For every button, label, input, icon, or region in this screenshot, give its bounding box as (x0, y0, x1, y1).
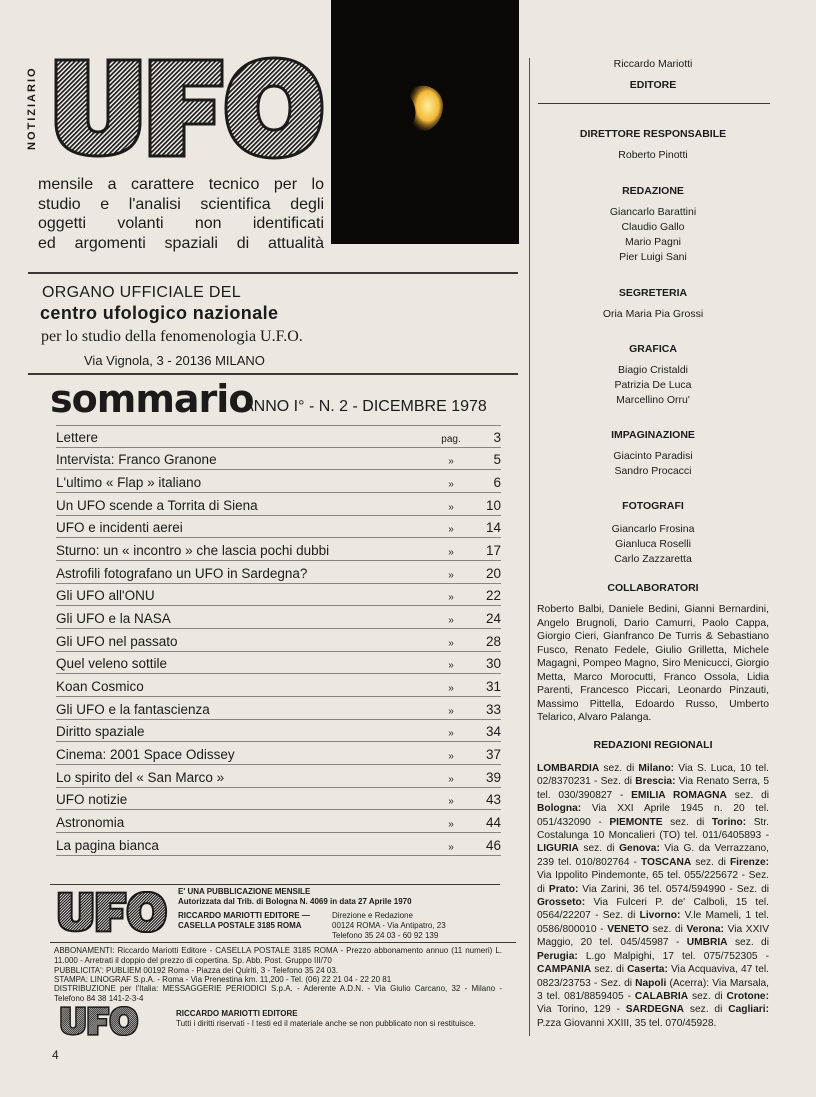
tagline (38, 175, 324, 253)
autorizzazione: Autorizzata dal Trib. di Bologna N. 4069 in data 27 Aprile 1970 (178, 897, 412, 906)
toc-page: 10 (485, 497, 501, 513)
toc-page: 37 (485, 747, 501, 763)
toc-row (56, 697, 501, 720)
staff-name: Gianluca Roselli (615, 538, 691, 550)
toc-marker: » (448, 728, 454, 740)
direzione-redazione: Direzione e Redazione (332, 911, 413, 920)
region-label: Crotone: (726, 990, 769, 1002)
regionali-list (537, 762, 769, 1030)
toc-row (56, 788, 501, 811)
region-label: EMILIA ROMAGNA (631, 789, 727, 801)
staff-name: Sandro Procacci (614, 465, 692, 477)
toc-page: 20 (485, 565, 501, 581)
region-text: sez. di (727, 937, 769, 949)
toc-page: 14 (485, 520, 501, 536)
region-text: Via XXI Aprile 1945 n. 20 tel. 051/432090 - (537, 803, 769, 828)
issue-info: ANNO I° - N. 2 - DICEMBRE 1978 (243, 398, 487, 415)
toc-title: UFO e incidenti aerei (56, 520, 183, 536)
toc-marker: » (448, 819, 454, 831)
region-label: Genova: (619, 843, 660, 855)
region-text: sez. di (578, 843, 620, 855)
region-text: sez. di (648, 923, 687, 935)
centro-ufologico: centro ufologico nazionale (40, 303, 279, 323)
diritti-riservati: Tutti i diritti riservati - I testi ed il materiale anche se non pubblicato non si restituisce. (176, 1019, 476, 1028)
toc-title: Gli UFO e la fantascienza (56, 701, 210, 717)
casella-postale: CASELLA POSTALE 3185 ROMA (178, 921, 302, 930)
toc-marker: » (448, 683, 454, 695)
regionali-heading: REDAZIONI REGIONALI (593, 739, 713, 751)
toc-title: Intervista: Franco Granone (56, 452, 217, 468)
table-of-contents (56, 425, 501, 856)
region-label: Grosseto: (537, 897, 586, 909)
region-text: Via G. da Verrazzano, 239 tel. 010/802764 - (537, 843, 769, 868)
toc-row (56, 538, 501, 561)
toc-title: L'ultimo « Flap » italiano (56, 475, 202, 491)
toc-title: Gli UFO nel passato (56, 633, 178, 649)
toc-page: 33 (485, 701, 501, 717)
toc-row (56, 425, 501, 448)
region-text: Via Renato Serra, 5 tel. 030/390827 - (537, 776, 769, 801)
collaboratori-heading: COLLABORATORI (607, 582, 699, 594)
divider (538, 103, 770, 104)
toc-marker: » (448, 751, 454, 763)
toc-title: Diritto spaziale (56, 724, 145, 740)
toc-page: 46 (485, 837, 501, 853)
toc-marker: » (448, 615, 454, 627)
toc-title: Cinema: 2001 Space Odissey (56, 747, 235, 763)
region-text: (Acerra): Via Marsala, 3 tel. 081/8859405 - (537, 977, 769, 1002)
staff-name: Biagio Cristaldi (617, 364, 689, 376)
staff-name: Marcellino Orru' (616, 394, 690, 406)
toc-row (56, 742, 501, 765)
editore-footer: RICCARDO MARIOTTI EDITORE (176, 1009, 298, 1018)
toc-page: 22 (485, 588, 501, 604)
tagline-line: mensile a carattere tecnico per lo (38, 176, 324, 193)
ufo-logo (52, 56, 324, 160)
toc-page: 39 (485, 769, 501, 785)
toc-title: Lo spirito del « San Marco » (56, 769, 225, 785)
staff-heading: IMPAGINAZIONE (611, 429, 695, 441)
staff-name: Roberto Pinotti (618, 149, 688, 161)
staff-heading: DIRETTORE RESPONSABILE (579, 128, 727, 140)
region-text: L.go Malpighi, 17 tel. 075/752305 - (577, 950, 769, 962)
tagline-line: studio e l'analisi scientifica degli (38, 195, 324, 213)
region-label: Brescia: (635, 776, 676, 788)
toc-row (56, 561, 501, 584)
direzione-indirizzo: 00124 ROMA - Via Antipatro, 23 (332, 921, 446, 930)
staff-name: Oria Maria Pia Grossi (602, 308, 704, 320)
toc-page: 44 (485, 815, 501, 831)
region-label: CALABRIA (634, 990, 689, 1002)
toc-title: Quel veleno sottile (56, 656, 168, 672)
divider (50, 942, 516, 943)
region-label: PIEMONTE (609, 816, 663, 828)
sommario-title: sommario (50, 377, 254, 421)
collaboratori-list: Roberto Balbi, Daniele Bedini, Gianni Bernardini, Angelo Brugnoli, Dario Camurri, Paolo Cappa, Giorgio Cieri, Gianfranco De Turris & Sebastiano Fusco, Renato Fedele, Giulio Grilletta, Michele Magagni, Pompeo Magno, Siro Menicucci, Giorgio Metta, Marco Morocutti, Franco Ossola, Lidia Parenti, Francesco Piccari, Leonardo Pinzauti, Massimo Pittella, Edoardo Russo, Umberto Telarico, Alvaro Palanga. (537, 604, 769, 723)
region-label: Verona: (686, 923, 724, 935)
region-text: Str. Costalunga 10 Moncalieri (TO) tel. 011/6405893 - (537, 816, 769, 842)
toc-marker: » (448, 569, 454, 581)
toc-title: UFO notizie (56, 792, 128, 808)
toc-title: Astrofili fotografano un UFO in Sardegna? (56, 565, 308, 581)
distribuzione: DISTRIBUZIONE per l'Italia: MESSAGGERIE PERIODICI S.p.A. - Aderente A.D.N. - Via Giulio Carcano, 32 - Milano - Telefono 84 38 141-2-3-4 (54, 984, 502, 1003)
region-text: Via Ippolito Pindemonte, 65 tel. 055/225672 - Sez. di (537, 870, 769, 895)
staff-name: Patrizia De Luca (614, 379, 692, 391)
region-text: Via Fulceri P. de' Calboli, 15 tel. 0564/22207 - Sez. di (537, 897, 769, 922)
staff-name: Carlo Zazzaretta (614, 553, 692, 565)
staff-name: Giancarlo Barattini (609, 206, 697, 218)
column-divider (529, 58, 530, 1036)
region-text: sez. di (662, 816, 712, 828)
publisher-role: EDITORE (629, 79, 677, 91)
address: Via Vignola, 3 - 20136 MILANO (84, 353, 265, 368)
region-label: Cagliari: (728, 1004, 769, 1016)
toc-row (56, 629, 501, 652)
abbonamenti: ABBONAMENTI: Riccardo Mariotti Editore - CASELLA POSTALE 3185 ROMA - Prezzo abbonamento annuo (11 numeri) L. 11.000 - Arretrati il doppio del prezzo di copertina. Sp. Abb. Post. Gruppo III/70 (54, 946, 502, 965)
ufo-photo (331, 0, 519, 244)
region-label: Caserta: (627, 964, 668, 976)
tagline-line: oggetti volanti non identificati (38, 215, 324, 232)
toc-marker: » (448, 705, 454, 717)
toc-row (56, 765, 501, 788)
toc-page: 24 (485, 611, 501, 627)
organo-ufficiale: ORGANO UFFICIALE DEL (42, 284, 241, 301)
toc-marker: » (448, 796, 454, 808)
divider (28, 272, 518, 274)
editore-line: RICCARDO MARIOTTI EDITORE — (178, 911, 310, 920)
publisher-name: Riccardo Mariotti (613, 58, 693, 70)
staff-name: Giacinto Paradisi (613, 450, 693, 462)
studio-fenomenologia: per lo studio della fenomenologia U.F.O. (41, 328, 303, 345)
region-label: Prato: (548, 883, 579, 895)
toc-title: Astronomia (56, 815, 125, 831)
toc-row (56, 652, 501, 675)
staff-name: Giancarlo Frosina (611, 523, 695, 535)
region-label: TOSCANA (641, 856, 692, 868)
staff-heading: REDAZIONE (622, 185, 684, 197)
staff-name: Claudio Gallo (621, 221, 685, 233)
region-text: sez. di (691, 856, 730, 868)
toc-row (56, 810, 501, 833)
toc-page: 34 (485, 724, 501, 740)
tagline-line: ed argomenti spaziali di attualità (38, 234, 324, 252)
region-text: Via Torino, 129 - (537, 1004, 626, 1016)
page-number: 4 (52, 1048, 59, 1062)
staff-heading: GRAFICA (629, 343, 677, 355)
toc-row (56, 606, 501, 629)
region-label: LOMBARDIA (537, 763, 600, 774)
stampa: STAMPA: LINOGRAF S.p.A. - Roma - Via Prenestina km. 11,200 - Tel. (06) 22 21 04 - 22 20 81 (54, 975, 392, 984)
region-label: Torino: (711, 816, 747, 828)
ufo-small-logo (56, 891, 168, 933)
toc-marker: » (448, 637, 454, 649)
region-label: SARDEGNA (625, 1004, 685, 1016)
toc-marker: » (448, 456, 454, 468)
ufo-small-logo (56, 1006, 142, 1036)
region-label: Perugia: (537, 950, 578, 962)
region-text: sez. di (591, 964, 628, 976)
toc-page: 6 (493, 475, 501, 491)
toc-row (56, 516, 501, 539)
region-label: VENETO (607, 923, 649, 935)
toc-page: 3 (493, 429, 501, 445)
notiziario-label: NOTIZIARIO (26, 66, 38, 150)
toc-title: Koan Cosmico (56, 679, 144, 695)
region-text: sez. di (684, 1004, 729, 1016)
region-label: CAMPANIA (537, 964, 592, 976)
toc-row (56, 720, 501, 743)
region-label: LIGURIA (537, 843, 579, 855)
toc-title: La pagina bianca (56, 837, 159, 853)
toc-row (56, 833, 501, 856)
region-text: Via Zarini, 36 tel. 0574/594990 - Sez. di (578, 883, 770, 895)
toc-title: Sturno: un « incontro » che lascia pochi dubbi (56, 543, 330, 559)
divider (28, 373, 518, 375)
toc-marker: » (448, 501, 454, 513)
region-label: Milano: (638, 763, 675, 774)
toc-row (56, 470, 501, 493)
toc-marker: » (448, 592, 454, 604)
toc-page: 43 (485, 792, 501, 808)
toc-marker: » (448, 660, 454, 672)
divider (50, 884, 500, 885)
region-label: Bologna: (537, 803, 582, 815)
toc-row (56, 674, 501, 697)
region-label: Livorno: (639, 910, 681, 922)
toc-marker: » (448, 524, 454, 536)
region-label: UMBRIA (686, 937, 728, 949)
region-text: sez. di (726, 789, 769, 801)
toc-marker: » (448, 479, 454, 491)
region-text: sez. di (599, 763, 639, 774)
direzione-telefono: Telefono 35 24 03 - 60 92 139 (332, 931, 439, 940)
staff-heading: FOTOGRAFI (622, 500, 684, 512)
toc-page: 30 (485, 656, 501, 672)
toc-marker: » (448, 773, 454, 785)
pubblicazione-mensile: E' UNA PUBBLICAZIONE MENSILE (178, 887, 311, 896)
toc-title: Lettere (56, 429, 99, 445)
region-label: Firenze: (729, 856, 770, 868)
glowing-object-icon (331, 0, 519, 244)
toc-page: 28 (485, 633, 501, 649)
region-text: P.zza Giovanni XXIII, 35 tel. 070/45928. (537, 1017, 717, 1029)
toc-title: Gli UFO all'ONU (56, 588, 155, 604)
toc-row (56, 448, 501, 471)
toc-page: 5 (493, 452, 501, 468)
region-text: Via Acquaviva, 47 tel. 0823/23753 - Sez. di (537, 964, 769, 989)
toc-row (56, 584, 501, 607)
toc-marker: » (448, 547, 454, 559)
region-text: sez. di (688, 990, 727, 1002)
region-label: Napoli (635, 977, 667, 989)
region-text: Via S. Luca, 10 tel. 02/8370231 - Sez. di (537, 763, 769, 788)
toc-marker: » (448, 841, 454, 853)
region-text: V.le Mameli, 1 tel. 0586/800010 - (537, 910, 769, 935)
toc-title: Gli UFO e la NASA (56, 611, 171, 627)
staff-name: Pier Luigi Sani (619, 251, 687, 263)
staff-name: Mario Pagni (624, 236, 682, 248)
toc-row (56, 493, 501, 516)
region-text: Via XXIV Maggio, 20 tel. 045/45987 - (537, 923, 770, 949)
toc-title: Un UFO scende a Torrita di Siena (56, 497, 258, 513)
staff-heading: SEGRETERIA (618, 287, 688, 299)
toc-marker: pag. (441, 433, 461, 445)
toc-page: 31 (485, 679, 501, 695)
toc-page: 17 (485, 543, 501, 559)
pubblicita: PUBBLICITA': PUBLIEM 00192 Roma - Piazza dei Quiriti, 3 - Telefono 35 24 03. (54, 966, 339, 975)
